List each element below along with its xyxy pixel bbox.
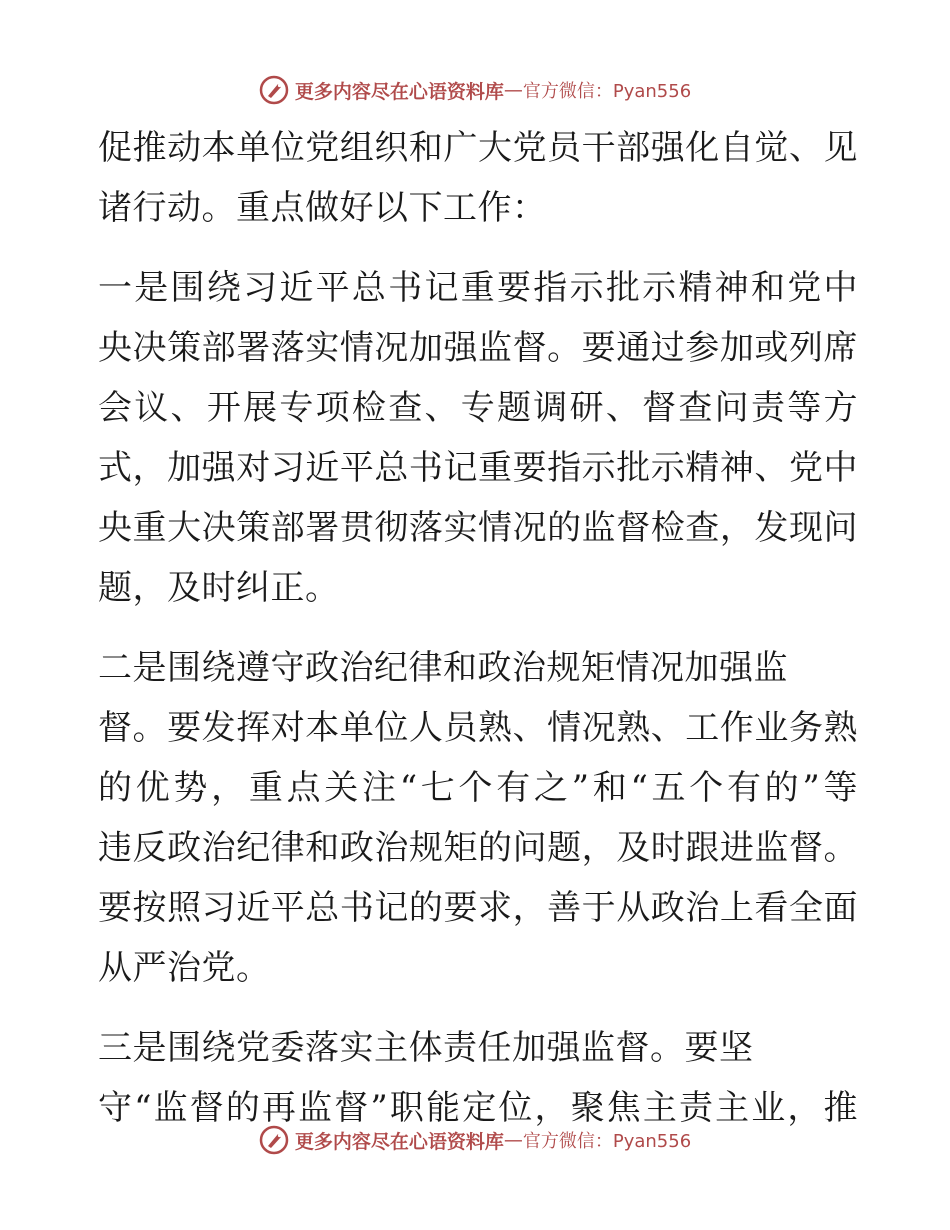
watermark-text: 更多内容尽在心语资料库 <box>294 1130 504 1153</box>
text-line: 一是围绕习近平总书记重要指示批示精神和党中 <box>98 268 858 308</box>
text-line: 题，及时纠正。 <box>98 568 340 608</box>
text-line: 的优势，重点关注“七个有之”和“五个有的”等 <box>98 768 858 808</box>
text-line: 三是围绕党委落实主体责任加强监督。要坚 <box>98 1028 754 1068</box>
text-line: 督。要发挥对本单位人员熟、情况熟、工作业务熟 <box>98 708 858 748</box>
text-line: 会议、开展专项检查、专题调研、督查问责等方 <box>98 388 858 428</box>
paragraph-item-2 <box>98 638 858 998</box>
watermark-separator: — <box>503 1129 523 1151</box>
text-line: 要按照习近平总书记的要求，善于从政治上看全面 <box>98 888 858 928</box>
pen-nib-logo-icon <box>259 1125 289 1155</box>
text-line: 守“监督的再监督”职能定位，聚焦主责主业，推 <box>98 1088 858 1128</box>
text-line: 诸行动。重点做好以下工作： <box>98 188 547 228</box>
document-body <box>98 118 858 1138</box>
text-line: 式，加强对习近平总书记重要指示批示精神、党中 <box>98 448 858 488</box>
text-line: 促推动本单位党组织和广大党员干部强化自觉、见 <box>98 128 858 168</box>
text-line: 央重大决策部署贯彻落实情况的监督检查，发现问 <box>98 508 858 548</box>
text-line: 违反政治纪律和政治规矩的问题，及时跟进监督。 <box>98 828 858 868</box>
text-line: 从严治党。 <box>98 948 271 988</box>
watermark-wechat: 官方微信：Pyan556 <box>522 81 692 102</box>
paragraph-intro <box>98 118 858 238</box>
watermark-wechat: 官方微信：Pyan556 <box>522 1131 692 1152</box>
watermark-separator: — <box>503 79 523 101</box>
pen-nib-logo-icon <box>259 75 289 105</box>
text-line: 央决策部署落实情况加强监督。要通过参加或列席 <box>98 328 858 368</box>
watermark-text: 更多内容尽在心语资料库 <box>294 80 504 103</box>
footer-watermark <box>0 1122 950 1158</box>
paragraph-item-3 <box>98 1018 858 1138</box>
header-watermark <box>0 72 950 108</box>
text-line: 二是围绕遵守政治纪律和政治规矩情况加强监 <box>98 648 788 688</box>
paragraph-item-1 <box>98 258 858 618</box>
